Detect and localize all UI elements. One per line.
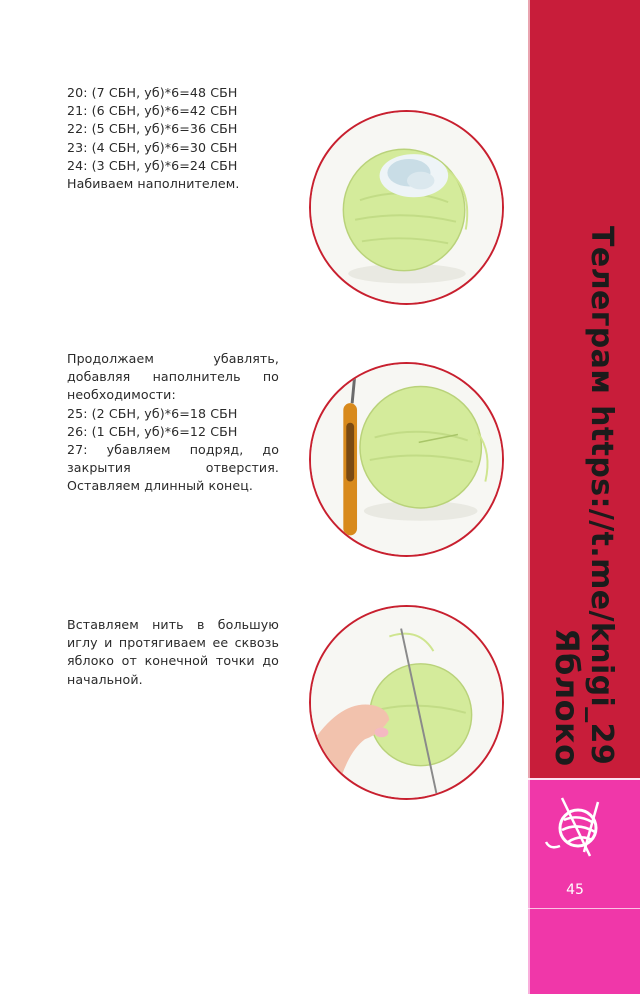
row-25: 25: (2 СБН, уб)*6=18 СБН (67, 405, 238, 421)
step-1-text (67, 84, 279, 193)
stuffing-note: Набиваем наполнителем. (67, 176, 240, 192)
row-26: 26: (1 СБН, уб)*6=12 СБН (67, 423, 238, 439)
row-24: 24: (3 СБН, уб)*6=24 СБН (67, 157, 238, 173)
row-22: 22: (5 СБН, уб)*6=36 СБН (67, 121, 238, 137)
photo-hand-needle (309, 605, 504, 800)
page-number: 45 (566, 882, 584, 898)
chapter-title: Яблоко (548, 628, 586, 767)
row-20: 20: (7 СБН, уб)*6=48 СБН (67, 85, 238, 100)
page-number-line (528, 908, 640, 909)
vertical-title (534, 226, 634, 771)
photo-stuffed-ball (309, 110, 504, 305)
band-divider (528, 778, 640, 780)
yarn-ball-crochet-icon (540, 792, 610, 862)
row-23: 23: (4 СБН, уб)*6=30 СБН (67, 139, 238, 155)
row-27: 27: убавляем подряд, до закрытия отверстия. Оставляем длинный конец. (67, 442, 279, 494)
needle-instruction: Вставляем нить в большую иглу и протягиваем ее сквозь яблоко от конечной точки до начальной. (67, 617, 279, 687)
step-3-text (67, 616, 279, 689)
row-21: 21: (6 СБН, уб)*6=42 СБН (67, 103, 238, 119)
step-2-text (67, 350, 279, 496)
band-edge (528, 0, 530, 994)
decrease-intro: Продолжаем убавлять, добавляя наполнитель по необходимости: (67, 351, 279, 403)
photo-ball-with-hook (309, 362, 504, 557)
telegram-link-text: Телеграм https://t.me/knigi_29 (584, 226, 619, 766)
